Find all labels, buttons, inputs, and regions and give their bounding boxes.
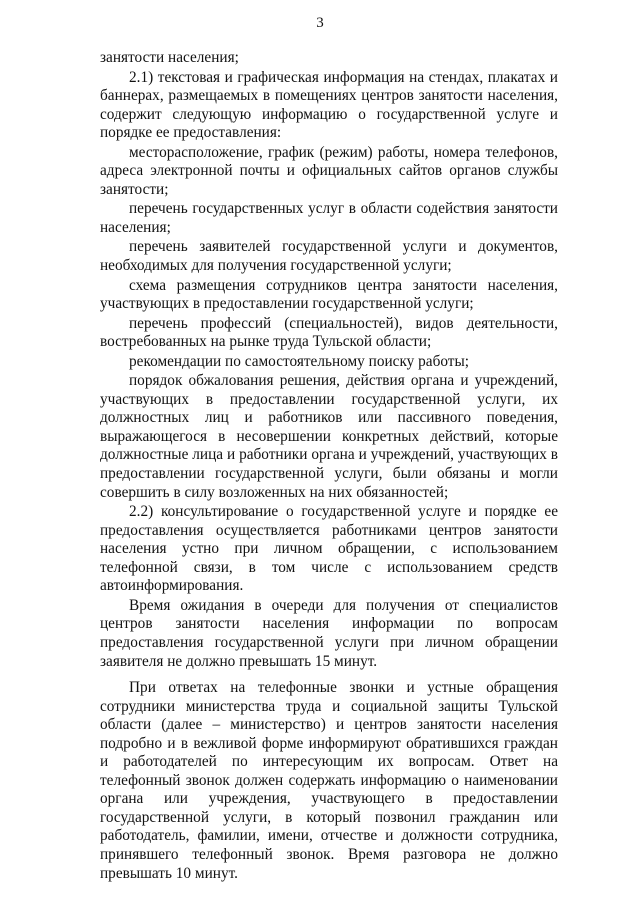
page-number: 3 [316,15,324,31]
paragraph: перечень заявителей государственной услуги и документов, необходимых для получения государственной услуги; [100,238,558,275]
paragraph: При ответах на телефонные звонки и устные обращения сотрудники министерства труда и социальной защиты Тульской области (далее – министерство) и центров занятости населения подробно и в вежливой форме информируют обратившихся граждан и работодателей по интересующим их вопросам. Ответ на телефонный звонок должен содержать информацию о наименовании органа или учреждения, участвующего в предоставлении государственной услуги, в который позвонил гражданин или работодатель, фамилии, имени, отчестве и должности сотрудника, принявшего телефонный звонок. Время разговора не должно превышать 10 минут. [100,679,558,882]
paragraph: месторасположение, график (режим) работы, номера телефонов, адреса электронной почты и официальных сайтов органов службы занятости; [100,143,558,198]
paragraph: схема размещения сотрудников центра занятости населения, участвующих в предоставлении государственной услуги; [100,276,558,313]
paragraph: рекомендации по самостоятельному поиску работы; [129,352,470,370]
document-body [100,49,558,884]
paragraph: перечень государственных услуг в области содействия занятости населения; [100,200,558,236]
paragraph: перечень профессий (специальностей), видов деятельности, востребованных на рынке труда Тульской области; [100,314,558,351]
paragraph: 2.2) консультирование о государственной услуге и порядке ее предоставления осуществляется работниками центров занятости населения устно при личном обращении, с использованием телефонной связи, в том числе с использованием средств автоинформирования. [100,503,558,595]
paragraph: Время ожидания в очереди для получения от специалистов центров занятости населения информации по вопросам предоставления государственной услуги при личном обращении заявителя не должно превышать 15 минут. [100,596,558,670]
paragraph: порядок обжалования решения, действия органа и учреждений, участвующих в предоставлении государственной услуги, их должностных лиц и работников или пассивного поведения, выражающегося в несовершении конкретных действий, которые должностные лица и работники органа и учреждений, участвующих в предоставлении государственной услуги, были обязаны и могли совершить в силу возложенных на них обязанностей; [100,372,558,501]
paragraph: занятости населения; [100,49,239,66]
paragraph: 2.1) текстовая и графическая информация на стендах, плакатах и баннерах, размещаемых в помещениях центров занятости населения, содержит следующую информацию о государственной услуге и порядке ее предоставления: [100,68,558,142]
